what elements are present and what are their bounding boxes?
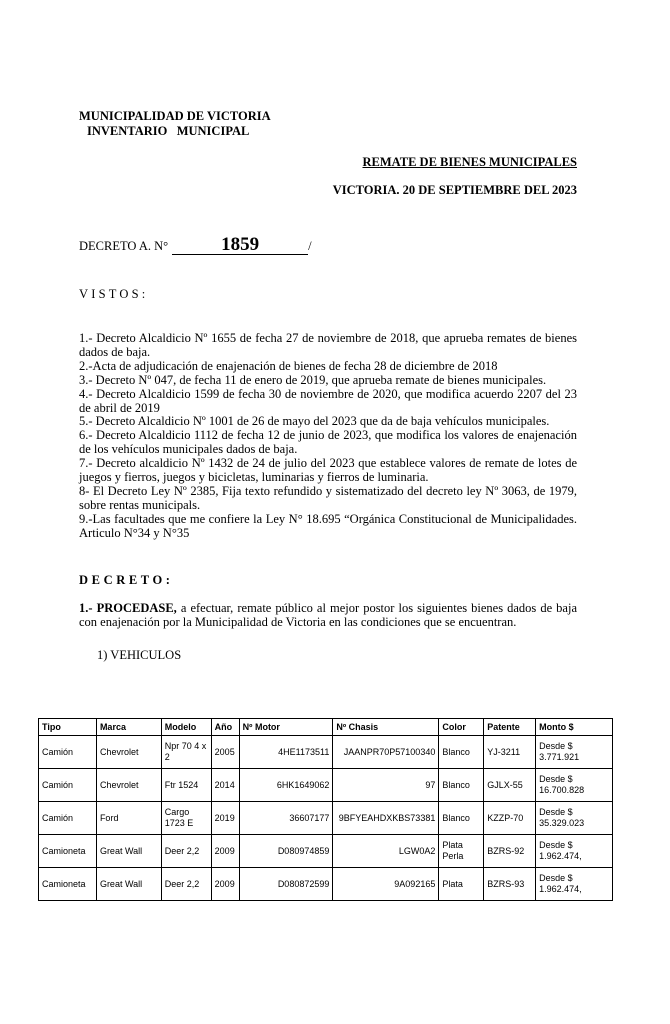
article-1: [79, 601, 577, 629]
table-row: [39, 736, 613, 769]
section-vehiculos: 1) VEHICULOS: [97, 648, 182, 662]
cell-modelo: Cargo 1723 E: [161, 802, 211, 835]
cell-color: Blanco: [439, 802, 484, 835]
cell-monto: Desde $ 16.700.828: [536, 769, 613, 802]
cell-monto: Desde $ 35.329.023: [536, 802, 613, 835]
cell-chasis: JAANPR70P57100340: [333, 736, 439, 769]
vistos-item: 9.-Las facultades que me confiere la Ley N° 18.695 “Orgánica Constitucional de Municipalidades. Articulo N°34 y N°35: [79, 511, 577, 540]
cell-tipo: Camioneta: [39, 835, 97, 868]
vistos-item: 5.- Decreto Alcaldicio Nº 1001 de 26 de mayo del 2023 que da de baja vehículos municipales.: [79, 414, 550, 429]
cell-color: Blanco: [439, 736, 484, 769]
table-row: [39, 802, 613, 835]
document-date: VICTORIA. 20 DE SEPTIEMBRE DEL 2023: [332, 183, 577, 197]
cell-marca: Ford: [96, 802, 161, 835]
cell-patente: KZZP-70: [484, 802, 536, 835]
decreto-heading: DECRETO:: [79, 573, 174, 587]
cell-patente: BZRS-93: [484, 868, 536, 901]
cell-motor: 36607177: [239, 802, 333, 835]
column-header: Nº Chasis: [333, 719, 439, 736]
cell-color: Plata: [439, 868, 484, 901]
cell-modelo: Deer 2,2: [161, 868, 211, 901]
vistos-item: 2.-Acta de adjudicación de enajenación de bienes de fecha 28 de diciembre de 2018: [79, 358, 498, 373]
decree-prefix: DECRETO A. N°: [79, 239, 169, 253]
cell-chasis: 9A092165: [333, 868, 439, 901]
cell-chasis: LGW0A2: [333, 835, 439, 868]
cell-chasis: 97: [333, 769, 439, 802]
table-row: [39, 868, 613, 901]
cell-anio: 2005: [211, 736, 239, 769]
vistos-item: 1.- Decreto Alcaldicio Nº 1655 de fecha 27 de noviembre de 2018, que aprueba remates de bienes dados de baja.: [79, 331, 577, 359]
vistos-item: 8- El Decreto Ley Nº 2385, Fija texto refundido y sistematizado del decreto ley Nº 3063, de 1979, sobre rentas municipals.: [79, 483, 577, 512]
cell-color: Plata Perla: [439, 835, 484, 868]
column-header: Nº Motor: [239, 719, 333, 736]
cell-patente: BZRS-92: [484, 835, 536, 868]
cell-marca: Great Wall: [96, 835, 161, 868]
column-header: Monto $: [536, 719, 613, 736]
vistos-item: 4.- Decreto Alcaldicio 1599 de fecha 30 de noviembre de 2020, que modifica acuerdo 2207 del 23 de abril de 2019: [79, 386, 577, 415]
cell-monto: Desde $ 1.962.474,: [536, 835, 613, 868]
decree-number-line: [79, 236, 312, 255]
cell-motor: D080974859: [239, 835, 333, 868]
cell-anio: 2014: [211, 769, 239, 802]
cell-motor: 4HE1173511: [239, 736, 333, 769]
column-header: Tipo: [39, 719, 97, 736]
vistos-item: 6.- Decreto Alcaldicio 1112 de fecha 12 de junio de 2023, que modifica los valores de enajenación de los vehículos municipales dados de baja.: [79, 428, 577, 457]
table-header-row: [39, 719, 613, 736]
cell-modelo: Deer 2,2: [161, 835, 211, 868]
cell-marca: Great Wall: [96, 868, 161, 901]
cell-marca: Chevrolet: [96, 736, 161, 769]
cell-motor: 6HK1649062: [239, 769, 333, 802]
cell-monto: Desde $ 1.962.474,: [536, 868, 613, 901]
column-header: Color: [439, 719, 484, 736]
vehicle-table: [38, 718, 613, 901]
decree-number: 1859: [172, 236, 308, 255]
cell-color: Blanco: [439, 769, 484, 802]
article-1-text: a efectuar, remate público al mejor postor los siguientes bienes dados de baja con enajenación por la Municipalidad de Victoria en las condiciones que se encuentran.: [79, 601, 577, 629]
cell-tipo: Camioneta: [39, 868, 97, 901]
cell-anio: 2019: [211, 802, 239, 835]
cell-marca: Chevrolet: [96, 769, 161, 802]
cell-anio: 2009: [211, 835, 239, 868]
column-header: Marca: [96, 719, 161, 736]
cell-anio: 2009: [211, 868, 239, 901]
cell-patente: YJ-3211: [484, 736, 536, 769]
cell-tipo: Camión: [39, 802, 97, 835]
cell-modelo: Ftr 1524: [161, 769, 211, 802]
cell-motor: D080872599: [239, 868, 333, 901]
cell-tipo: Camión: [39, 736, 97, 769]
column-header: Patente: [484, 719, 536, 736]
cell-chasis: 9BFYEAHDXKBS73381: [333, 802, 439, 835]
table-row: [39, 835, 613, 868]
cell-monto: Desde $ 3.771.921: [536, 736, 613, 769]
vistos-heading: VISTOS:: [79, 287, 149, 301]
article-1-lead: 1.- PROCEDASE,: [79, 601, 177, 615]
cell-modelo: Npr 70 4 x 2: [161, 736, 211, 769]
decree-suffix: /: [308, 239, 312, 253]
municipality-name: MUNICIPALIDAD DE VICTORIA: [79, 109, 271, 123]
cell-tipo: Camión: [39, 769, 97, 802]
column-header: Año: [211, 719, 239, 736]
vistos-item: 3.- Decreto Nº 047, de fecha 11 de enero de 2019, que aprueba remate de bienes municipales.: [79, 372, 547, 387]
vistos-item: 7.- Decreto alcaldicio Nº 1432 de 24 de julio del 2023 que establece valores de remate de lotes de juegos y fierros, juegos y bicicletas, luminarias y fierros de luminaria.: [79, 456, 577, 485]
vistos-list: [79, 332, 577, 541]
column-header: Modelo: [161, 719, 211, 736]
auction-title: REMATE DE BIENES MUNICIPALES: [362, 155, 577, 169]
table-row: [39, 769, 613, 802]
inventory-label: INVENTARIO MUNICIPAL: [87, 124, 250, 138]
cell-patente: GJLX-55: [484, 769, 536, 802]
